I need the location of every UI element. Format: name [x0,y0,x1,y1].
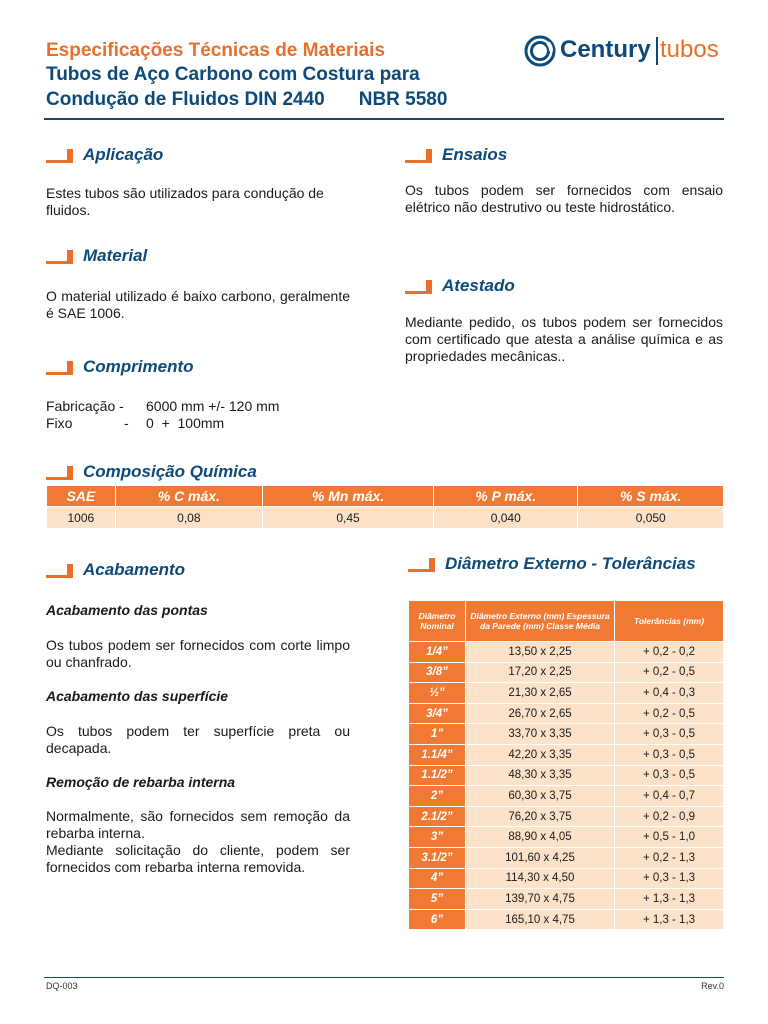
table-header-row [409,601,723,641]
page-kicker: Especificações Técnicas de Materiais [46,40,386,61]
table-row [409,724,723,744]
aplicacao-text: Estes tubos são utilizados para condução de fluidos. [46,185,324,218]
composicao-table [46,485,724,529]
column-header-nominal: Diâmetro Nominal [409,601,465,641]
section-marker-icon [46,250,74,264]
section-title: Atestado [442,276,515,295]
title-din: Condução de Fluidos DIN 2440 [46,89,325,110]
table-row [409,827,723,847]
section-marker-icon [405,280,433,294]
century-tubos-logo [524,33,724,69]
page-title-line1: Tubos de Aço Carbono com Costura para [46,64,420,85]
section-title: Ensaios [442,145,508,164]
title-nbr: NBR 5580 [358,89,448,110]
column-header: % C máx. [116,486,262,506]
tolerancia-cell: + 0,2 - 0,2 [615,642,723,662]
nominal-cell: 3/8” [409,663,465,683]
nominal-cell: 1” [409,724,465,744]
section-title: Material [83,246,148,265]
nominal-cell: 3/4” [409,704,465,724]
tolerancia-cell: + 0,2 - 0,5 [615,663,723,683]
externo-cell: 139,70 x 4,75 [466,889,614,909]
section-title: Acabamento [83,560,186,579]
section-title: Diâmetro Externo - Tolerâncias [445,554,696,573]
column-header-tolerancias: Tolerâncias (mm) [615,601,723,641]
externo-cell: 13,50 x 2,25 [466,642,614,662]
table-row [47,507,723,528]
column-header-externo: Diâmetro Externo (mm) Espessura da Parede (mm) Classe Média [466,601,614,641]
nominal-cell: 2.1/2” [409,807,465,827]
comprimento-fixo-label: Fixo [46,415,73,431]
column-header: % Mn máx. [263,486,433,506]
table-cell: 0,45 [263,507,433,528]
acabamento-pontas-text: Os tubos podem ser fornecidos com corte limpo ou chanfrado. [46,637,350,670]
section-marker-icon [405,149,433,163]
tolerancia-cell: + 0,4 - 0,7 [615,786,723,806]
tolerancia-cell: + 0,2 - 1,3 [615,848,723,868]
nominal-cell: 1.1/2” [409,766,465,786]
nominal-cell: 2” [409,786,465,806]
section-title: Aplicação [83,145,164,164]
table-cell: 0,050 [578,507,723,528]
table-row [409,807,723,827]
tolerancia-cell: + 0,5 - 1,0 [615,827,723,847]
tolerancia-cell: + 0,2 - 0,9 [615,807,723,827]
comprimento-fabricacao-label: Fabricação - [46,398,124,414]
tolerancia-cell: + 0,4 - 0,3 [615,683,723,703]
section-marker-icon [46,564,74,578]
table-header-row [47,486,723,506]
acabamento-superficie-subtitle: Acabamento das superfície [46,688,229,704]
comprimento-fixo-dash: - [124,415,129,431]
logo-word-century: Century [560,36,651,63]
table-row [409,745,723,765]
rebarba-text-request: Mediante solicitação do cliente, podem ser fornecidos com rebarba interna removida. [46,842,350,875]
nominal-cell: 1/4” [409,642,465,662]
document-code: DQ-003 [46,981,78,991]
atestado-text: Mediante pedido, os tubos podem ser fornecidos com certificado que atesta a análise química e as propriedades mecânicas.. [405,314,723,364]
table-row [409,683,723,703]
table-row [409,642,723,662]
tolerancia-cell: + 0,2 - 0,5 [615,704,723,724]
section-marker-icon [46,361,74,375]
acabamento-superficie-text: Os tubos podem ter superfície preta ou decapada. [46,723,350,756]
table-cell: 0,08 [116,507,262,528]
table-row [409,889,723,909]
table-row [409,663,723,683]
nominal-cell: 3” [409,827,465,847]
section-title: Comprimento [83,357,194,376]
externo-cell: 101,60 x 4,25 [466,848,614,868]
table-row [409,910,723,930]
table-cell: 0,040 [434,507,577,528]
table-row [409,869,723,889]
table-row [409,704,723,724]
externo-cell: 114,30 x 4,50 [466,869,614,889]
logo-rings-icon [524,34,558,68]
externo-cell: 33,70 x 3,35 [466,724,614,744]
acabamento-pontas-subtitle: Acabamento das pontas [46,602,208,618]
comprimento-fabricacao-value: 6000 mm +/- 120 mm [146,398,280,414]
section-marker-icon [46,466,74,480]
section-title: Composição Química [83,462,257,481]
comprimento-fixo-value: 0 + 100mm [146,415,225,431]
tolerancia-cell: + 0,3 - 0,5 [615,745,723,765]
page-title-line2 [46,89,447,111]
rebarba-text-normal: Normalmente, são fornecidos sem remoção da rebarba interna. [46,808,350,841]
tolerancias-table [408,600,724,930]
table-row [409,786,723,806]
column-header: % P máx. [434,486,577,506]
externo-cell: 17,20 x 2,25 [466,663,614,683]
externo-cell: 76,20 x 3,75 [466,807,614,827]
material-text: O material utilizado é baixo carbono, geralmente é SAE 1006. [46,288,350,321]
section-marker-icon [408,558,436,572]
nominal-cell: ½” [409,683,465,703]
nominal-cell: 5” [409,889,465,909]
nominal-cell: 1.1/4” [409,745,465,765]
footer-divider [44,977,724,978]
logo-divider [656,37,658,65]
nominal-cell: 4” [409,869,465,889]
tolerancia-cell: + 1,3 - 1,3 [615,889,723,909]
document-revision: Rev.0 [701,981,724,991]
table-row [409,766,723,786]
column-header: % S máx. [578,486,723,506]
tolerancia-cell: + 1,3 - 1,3 [615,910,723,930]
externo-cell: 26,70 x 2,65 [466,704,614,724]
externo-cell: 165,10 x 4,75 [466,910,614,930]
ensaios-text: Os tubos podem ser fornecidos com ensaio elétrico não destrutivo ou teste hidrostático. [405,182,723,215]
nominal-cell: 6” [409,910,465,930]
tolerancia-cell: + 0,3 - 1,3 [615,869,723,889]
nominal-cell: 3.1/2” [409,848,465,868]
rebarba-subtitle: Remoção de rebarba interna [46,774,236,790]
section-marker-icon [46,149,74,163]
table-row [409,848,723,868]
tolerancias-table-body [409,642,723,929]
externo-cell: 21,30 x 2,65 [466,683,614,703]
table-cell: 1006 [47,507,115,528]
tolerancia-cell: + 0,3 - 0,5 [615,766,723,786]
tolerancia-cell: + 0,3 - 0,5 [615,724,723,744]
logo-word-tubos: tubos [660,36,719,63]
header-divider [44,118,724,120]
externo-cell: 60,30 x 3,75 [466,786,614,806]
externo-cell: 48,30 x 3,35 [466,766,614,786]
externo-cell: 88,90 x 4,05 [466,827,614,847]
column-header: SAE [47,486,115,506]
externo-cell: 42,20 x 3,35 [466,745,614,765]
